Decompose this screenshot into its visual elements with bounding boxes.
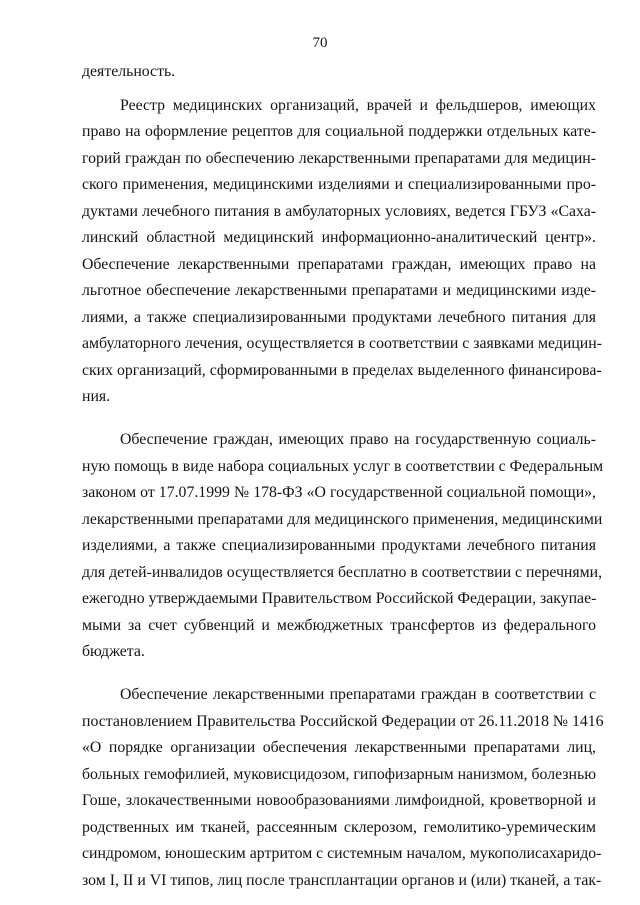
page-number: 70 — [312, 35, 328, 51]
text-line: Гоше, злокачественными новообразованиями лимфоидной, кроветворной и — [82, 792, 596, 809]
text-line: линский областной медицинский информационно-аналитический центр». — [82, 229, 596, 246]
text-line: ского применения, медицинскими изделиями и специализированными про- — [82, 176, 596, 193]
text-line: зом I, II и VI типов, лиц после трансплантации органов и (или) тканей, а так- — [82, 872, 602, 889]
text-line: лекарственными препаратами для медицинского применения, медицинскими — [82, 511, 603, 528]
text-line: Реестр медицинских организаций, врачей и фельдшеров, имеющих — [120, 97, 596, 114]
text-line: лиями, а также специализированными продуктами лечебного питания для — [82, 309, 596, 326]
text-line: Обеспечение лекарственными препаратами граждан в соответствии с — [120, 686, 596, 703]
text-line: ния. — [82, 388, 111, 405]
text-line: горий граждан по обеспечению лекарственными препаратами для медицин- — [82, 150, 596, 167]
text-line: изделиями, а также специализированными продуктами лечебного питания — [82, 537, 596, 554]
text-line: бюджета. — [82, 643, 145, 660]
text-line: синдромом, юношеским артритом с системным началом, мукополисахаридо- — [82, 845, 602, 862]
text-line: для детей-инвалидов осуществляется бесплатно в соответствии с перечнями, — [82, 564, 603, 581]
text-line: льготное обеспечение лекарственными препаратами и медицинскими изде- — [82, 282, 596, 299]
text-line: деятельность. — [82, 63, 176, 80]
text-line: дуктами лечебного питания в амбулаторных условиях, ведется ГБУЗ «Саха- — [82, 203, 596, 220]
text-line: родственных им тканей, рассеянным склерозом, гемолитико-уремическим — [82, 819, 596, 836]
text-line: ских организаций, сформированными в пределах выделенного финансирова- — [82, 362, 602, 379]
text-line: законом от 17.07.1999 № 178-ФЗ «О государственной социальной помощи», — [82, 484, 596, 501]
text-line: постановлением Правительства Российской Федерации от 26.11.2018 № 1416 — [82, 713, 604, 730]
text-line: мыми за счет субвенций и межбюджетных трансфертов из федерального — [82, 617, 596, 634]
text-line: право на оформление рецептов для социальной поддержки отдельных кате- — [82, 123, 596, 140]
text-line: Обеспечение граждан, имеющих право на государственную социаль- — [120, 431, 596, 448]
text-line: «О порядке организации обеспечения лекарственными препаратами лиц, — [82, 739, 596, 756]
text-line: Обеспечение лекарственными препаратами граждан, имеющих право на — [82, 256, 596, 273]
text-line: больных гемофилией, муковисцидозом, гипофизарным нанизмом, болезнью — [82, 766, 596, 783]
text-line: ежегодно утверждаемыми Правительством Российской Федерации, закупае- — [82, 590, 597, 607]
text-line: ную помощь в виде набора социальных услуг в соответствии с Федеральным — [82, 458, 604, 475]
text-line: амбулаторного лечения, осуществляется в соответствии с заявками медицин- — [82, 335, 602, 352]
